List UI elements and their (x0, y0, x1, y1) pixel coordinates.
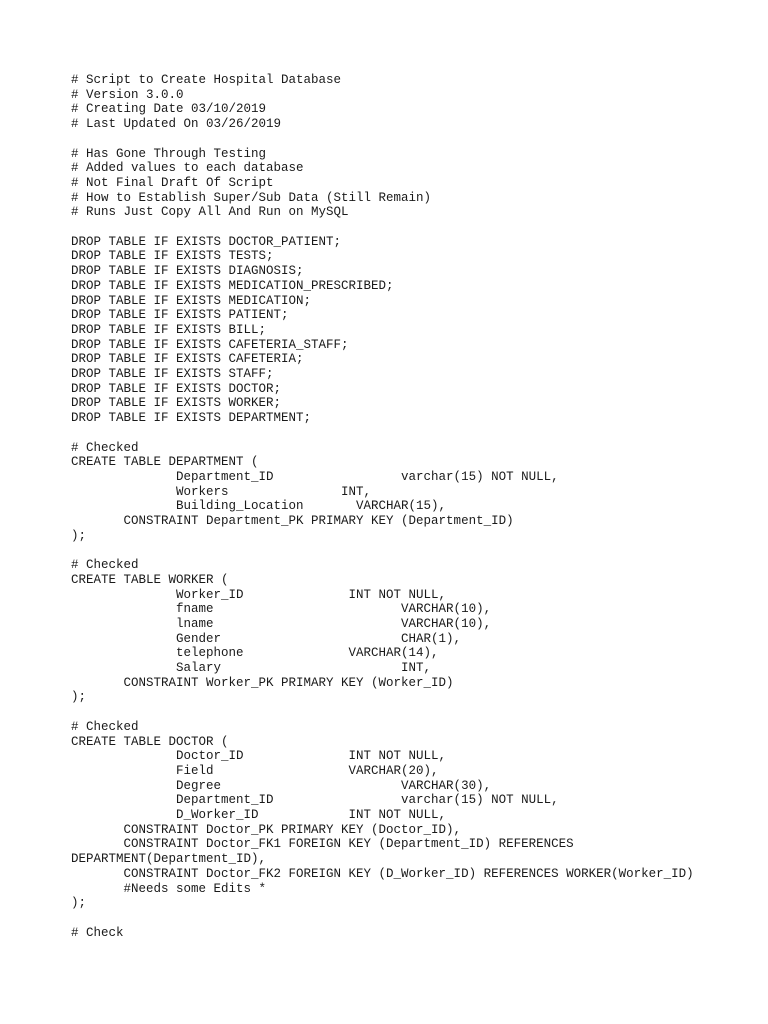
document-line: # Check (71, 925, 124, 940)
document-line: # Checked (71, 440, 139, 455)
document-line: DROP TABLE IF EXISTS DOCTOR_PATIENT; (71, 234, 342, 249)
document-line: ); (71, 690, 87, 705)
document-line: Department_ID varchar(15) NOT NULL, (71, 469, 559, 484)
document-line: DROP TABLE IF EXISTS MEDICATION; (71, 293, 312, 308)
document-line: Department_ID varchar(15) NOT NULL, (71, 793, 559, 808)
document-line: DROP TABLE IF EXISTS CAFETERIA_STAFF; (71, 337, 349, 352)
document-line: # How to Establish Super/Sub Data (Still Remain) (71, 190, 432, 205)
document-line: # Script to Create Hospital Database (71, 73, 342, 87)
document-line: DROP TABLE IF EXISTS STAFF; (71, 367, 274, 381)
document-line: #Needs some Edits * (71, 881, 267, 896)
document-line: Doctor_ID INT NOT NULL, (71, 749, 447, 764)
document-line: # Has Gone Through Testing (71, 146, 267, 161)
document-line: Workers INT, (71, 484, 372, 499)
document-line: DROP TABLE IF EXISTS DEPARTMENT; (71, 411, 312, 426)
document-line: CREATE TABLE WORKER ( (71, 572, 229, 587)
document-line: CREATE TABLE DEPARTMENT ( (71, 455, 259, 470)
document-line: ); (71, 528, 87, 543)
document-line: CONSTRAINT Doctor_FK2 FOREIGN KEY (D_Worker_ID) REFERENCES WORKER(Worker_ID) (71, 866, 694, 881)
document-line: DROP TABLE IF EXISTS TESTS; (71, 249, 274, 264)
document-line: DROP TABLE IF EXISTS WORKER; (71, 396, 282, 411)
document-line: # Creating Date 03/10/2019 (71, 102, 267, 117)
document-line: # Added values to each database (71, 161, 304, 176)
document-line: DROP TABLE IF EXISTS DIAGNOSIS; (71, 264, 304, 279)
document-line: CONSTRAINT Doctor_FK1 FOREIGN KEY (Department_ID) REFERENCES (71, 837, 574, 852)
document-line: Worker_ID INT NOT NULL, (71, 587, 447, 602)
document-line: telephone VARCHAR(14), (71, 646, 439, 661)
document-line: # Not Final Draft Of Script (71, 175, 274, 190)
document-line: Gender CHAR(1), (71, 631, 462, 646)
document-line: lname VARCHAR(10), (71, 616, 492, 631)
document-line: CONSTRAINT Worker_PK PRIMARY KEY (Worker_ID) (71, 675, 454, 690)
document-line: # Checked (71, 719, 139, 734)
document-line: DROP TABLE IF EXISTS DOCTOR; (71, 381, 282, 396)
document-line: # Checked (71, 558, 139, 573)
document-line: D_Worker_ID INT NOT NULL, (71, 808, 447, 822)
document-line: CONSTRAINT Doctor_PK PRIMARY KEY (Doctor_ID), (71, 822, 462, 837)
document-line: CONSTRAINT Department_PK PRIMARY KEY (Department_ID) (71, 514, 514, 528)
document-line: DROP TABLE IF EXISTS BILL; (71, 322, 267, 337)
document-line: DEPARTMENT(Department_ID), (71, 852, 267, 867)
document-line: DROP TABLE IF EXISTS MEDICATION_PRESCRIBED; (71, 278, 394, 293)
document-line: Field VARCHAR(20), (71, 763, 439, 778)
document-line: Salary INT, (71, 661, 432, 675)
document-line: Building_Location VARCHAR(15), (71, 499, 447, 514)
document-line: CREATE TABLE DOCTOR ( (71, 734, 229, 749)
document-line: DROP TABLE IF EXISTS PATIENT; (71, 308, 289, 323)
document-line: # Version 3.0.0 (71, 87, 184, 102)
document-line: ); (71, 896, 87, 911)
document-line: DROP TABLE IF EXISTS CAFETERIA; (71, 352, 304, 367)
document-line: # Last Updated On 03/26/2019 (71, 117, 282, 132)
document-line: Degree VARCHAR(30), (71, 778, 492, 793)
document-line: fname VARCHAR(10), (71, 602, 492, 617)
document-line: # Runs Just Copy All And Run on MySQL (71, 205, 349, 220)
